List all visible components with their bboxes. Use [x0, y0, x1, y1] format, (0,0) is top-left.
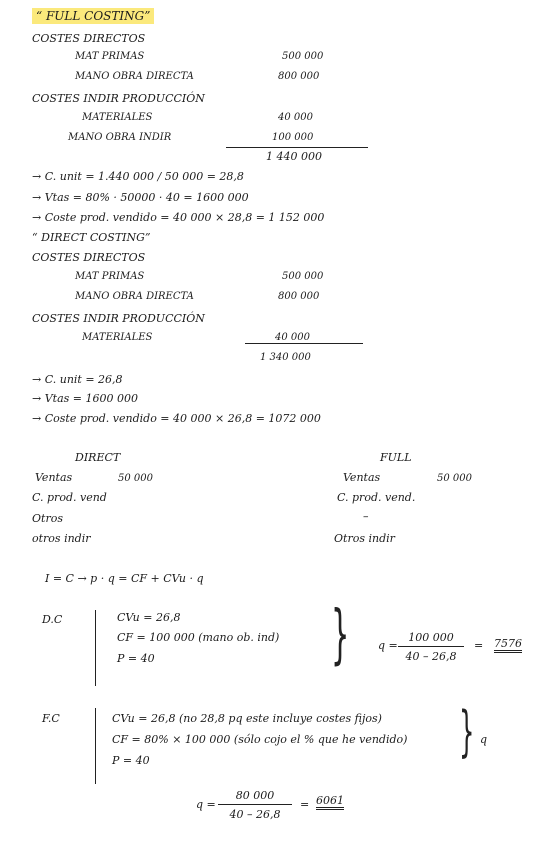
dc-bar	[95, 610, 96, 686]
dc-q-label: q =	[378, 639, 398, 652]
full-mat-primas-value: 500 000	[282, 51, 324, 62]
dc-brace: }	[331, 598, 350, 672]
compare-full-otros-indir: Otros indir	[334, 532, 395, 545]
compare-full-c-prod: C. prod. vend.	[337, 491, 416, 504]
fc-cf: CF = 80% × 100 000 (sólo cojo el % que he vendido)	[112, 733, 408, 746]
dc-fraction-den: 40 – 26,8	[405, 650, 457, 663]
direct-costes-directos: COSTES DIRECTOS	[32, 251, 146, 264]
dc-label: D.C	[42, 613, 63, 626]
direct-costing-title: “ DIRECT COSTING”	[32, 231, 151, 244]
dc-cf: CF = 100 000 (mano ob. ind)	[117, 631, 280, 644]
fc-p: P = 40	[112, 754, 150, 767]
fc-cvu: CVu = 26,8 (no 28,8 pq este incluye costes fijos)	[112, 712, 382, 725]
fc-q-label: q =	[196, 798, 216, 811]
compare-direct-ventas: Ventas	[35, 471, 73, 484]
full-mano-obra-value: 800 000	[278, 71, 320, 82]
dc-fraction	[398, 632, 464, 662]
dc-p: P = 40	[117, 652, 155, 665]
compare-full-ventas: Ventas	[343, 471, 381, 484]
full-mat-primas: MAT PRIMAS	[75, 51, 145, 62]
compare-full-ventas-value: 50 000	[437, 473, 472, 484]
direct-total: 1 340 000	[260, 352, 311, 363]
direct-mano-obra: MANO OBRA DIRECTA	[75, 291, 194, 302]
dc-equals: =	[474, 639, 484, 652]
full-c-unit: → C. unit = 1.440 000 / 50 000 = 28,8	[32, 170, 244, 183]
dc-cvu: CVu = 26,8	[117, 611, 181, 624]
direct-materiales-value: 40 000	[275, 332, 310, 343]
compare-full-head: FULL	[380, 451, 412, 464]
compare-direct-head: DIRECT	[75, 451, 121, 464]
full-total: 1 440 000	[266, 150, 322, 163]
fc-fraction-den: 40 – 26,8	[229, 808, 281, 821]
compare-direct-c-prod: C. prod. vend	[32, 491, 107, 504]
direct-mano-obra-value: 800 000	[278, 291, 320, 302]
fc-fraction	[218, 790, 292, 820]
full-mano-obra-indir: MANO OBRA INDIR	[68, 132, 172, 143]
compare-full-otros-dash: –	[363, 510, 369, 523]
compare-direct-otros: Otros	[32, 512, 63, 525]
fc-brace: }	[459, 700, 475, 763]
full-materiales: MATERIALES	[82, 112, 153, 123]
direct-c-unit: → C. unit = 26,8	[32, 373, 123, 386]
direct-sum-line	[245, 343, 363, 344]
fc-equals: =	[300, 798, 310, 811]
direct-costes-indir: COSTES INDIR PRODUCCIÓN	[32, 312, 205, 325]
equilibrium-formula: I = C → p · q = CF + CVu · q	[45, 572, 204, 585]
dc-result: 7576	[494, 638, 522, 653]
full-costes-directos: COSTES DIRECTOS	[32, 32, 146, 45]
full-costes-indir: COSTES INDIR PRODUCCIÓN	[32, 92, 205, 105]
dc-fraction-num: 100 000	[398, 632, 464, 647]
full-coste-vendido: → Coste prod. vendido = 40 000 × 28,8 = 1 152 000	[32, 211, 325, 224]
full-costing-title: “ FULL COSTING”	[32, 10, 154, 22]
full-vtas: → Vtas = 80% · 50000 · 40 = 1600 000	[32, 191, 249, 204]
direct-vtas: → Vtas = 1600 000	[32, 392, 138, 405]
full-mano-obra: MANO OBRA DIRECTA	[75, 71, 194, 82]
fc-label: F.C	[42, 712, 60, 725]
direct-materiales: MATERIALES	[82, 332, 153, 343]
compare-direct-otros-indir: otros indir	[32, 532, 91, 545]
fc-result: 6061	[316, 795, 344, 810]
compare-direct-ventas-value: 50 000	[118, 473, 153, 484]
full-mano-obra-indir-value: 100 000	[272, 132, 314, 143]
direct-coste-vendido: → Coste prod. vendido = 40 000 × 26,8 = 1072 000	[32, 412, 321, 425]
full-sum-line	[226, 147, 368, 148]
full-materiales-value: 40 000	[278, 112, 313, 123]
direct-mat-primas: MAT PRIMAS	[75, 271, 145, 282]
fc-q-side: q	[480, 733, 488, 746]
fc-bar	[95, 708, 96, 784]
direct-mat-primas-value: 500 000	[282, 271, 324, 282]
fc-fraction-num: 80 000	[218, 790, 292, 805]
